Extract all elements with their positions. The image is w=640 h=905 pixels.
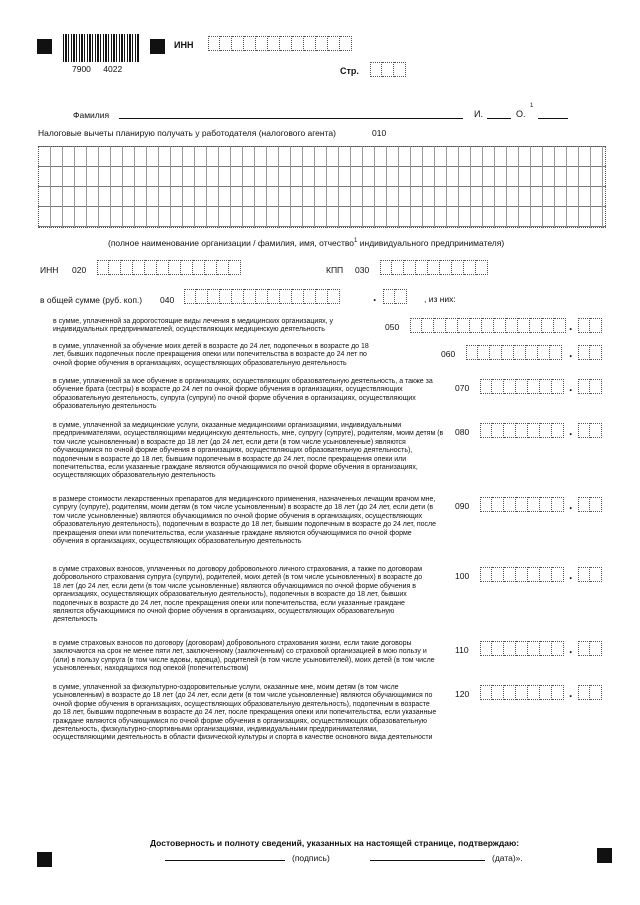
total-sum-rubles-field[interactable] — [184, 289, 340, 304]
org-caption-mark: 1 — [354, 238, 358, 245]
deductions-heading: Налоговые вычеты планирую получать у работодателя (налогового агента) — [38, 128, 336, 138]
deduction-item-kopecks-field[interactable] — [578, 318, 602, 333]
org-kpp-code: 030 — [355, 265, 370, 275]
deduction-item-decimal-point: . — [569, 346, 573, 360]
initial-i-label: И. — [474, 109, 483, 119]
deduction-item-text: в сумме, уплаченной за медицинские услуги, оказанные медицинскими организациями, индивидуальными предпринимателями, осуществляющими медицинскую деятельность, мне, супругу (супруге), родителям, моим детям (в том числе усыновленным) в возрасте до 18 лет (до 24 лет, если дети (в том числе усыновленные) являются обучающимися по очной форме обучения в организациях, осуществляющих образовательную деятельность), подопечным в возрасте до 18 лет, бывшим подопечным в возрасте до 24 лет, после прекращения опеки или попечительства, если указанные граждане являются обучающимися по очной форме обучения в организациях, осуществляющих образовательную деятельность — [53, 422, 444, 480]
deduction-item-rubles-field[interactable] — [410, 318, 566, 333]
deduction-item-kopecks-field[interactable] — [578, 345, 602, 360]
deduction-item — [53, 566, 613, 634]
header-inn-label: ИНН — [174, 40, 194, 50]
deduction-item — [53, 640, 613, 680]
header-inn-field[interactable] — [208, 36, 352, 51]
deduction-item-text: в сумме, уплаченной за обучение моих детей в возрасте до 24 лет, подопечных в возрасте до 18 лет, бывших подопечных после прекращения опеки или попечительства в возрасте до 24 лет по очной форме обучения в организациях, осуществляющих образовательную деятельность — [53, 343, 369, 367]
deduction-item-code: 070 — [455, 383, 470, 393]
deduction-item — [53, 496, 613, 564]
deduction-item-decimal-point: . — [569, 498, 573, 512]
page-label: Стр. — [340, 66, 359, 76]
date-label: (дата)». — [492, 853, 523, 863]
deduction-item-kopecks-field[interactable] — [578, 379, 602, 394]
org-caption-end: индивидуального предпринимателя) — [359, 238, 505, 248]
deduction-item-code: 060 — [441, 349, 456, 359]
initial-o-label: О. — [516, 109, 526, 119]
barcode — [63, 34, 139, 62]
deduction-item-text: в сумме, уплаченной за физкультурно-оздоровительные услуги, оказанные мне, моим детям (в том числе усыновленным) в возрасте до 18 лет (до 24 лет, если дети (в том числе усыновленные) являются обучающимися по очной форме обучения в организациях, осуществляющих образовательную деятельность), подопечным в возрасте до 18 лет, бывшим подопечным в возрасте до 24 лет, после прекращения опеки или попечительства, если указанные граждане являются обучающимися по очной форме обучения в организациях, осуществляющих образовательную деятельность, физкультурно-спортивными организациями, индивидуальными предпринимателями, осуществляющими деятельность в области физической культуры и спорта в качестве основного вида деятельности — [53, 684, 437, 742]
deduction-item — [53, 422, 613, 490]
total-sum-decimal-point: . — [373, 290, 377, 304]
deduction-item-code: 100 — [455, 571, 470, 581]
confirm-text: Достоверность и полноту сведений, указанных на настоящей странице, подтверждаю: — [150, 838, 520, 848]
deduction-item-decimal-point: . — [569, 424, 573, 438]
org-caption-text: (полное наименование организации / фамилия, имя, отчество — [108, 238, 355, 248]
deduction-item-decimal-point: . — [569, 319, 573, 333]
deductions-heading-code: 010 — [372, 128, 387, 138]
signature-field[interactable] — [165, 852, 285, 861]
deduction-item-kopecks-field[interactable] — [578, 497, 602, 512]
org-inn-code: 020 — [72, 265, 87, 275]
deduction-item-text: в сумме страховых взносов, уплаченных по договору добровольного личного страхования, а также по договорам добровольного страхования супруга (супруги), родителей, моих детей (в том числе усыновленных) в возрасте до 18 лет (до 24 лет, если дети (в том числе усыновленные) являются обучающимися по очной форме обучения в организациях, осуществляющих образовательную деятельность), подопечных в возрасте до 18 лет, бывших подопечных в возрасте до 24 лет, после прекращения опеки или попечительства, если указанные граждане являются обучающимися по очной форме обучения в организациях, осуществляющих образовательную деятельность — [53, 566, 423, 624]
surname-field[interactable] — [119, 108, 463, 119]
signature-label: (подпись) — [292, 853, 330, 863]
deduction-item-text: в сумме, уплаченной за дорогостоящие виды лечения в медицинских организациях, у индивидуальных предпринимателей, осуществляющих медицинскую деятельность — [53, 318, 334, 334]
deduction-item-decimal-point: . — [569, 642, 573, 656]
org-caption — [108, 238, 504, 248]
deduction-item-kopecks-field[interactable] — [578, 567, 602, 582]
deduction-item-decimal-point: . — [569, 686, 573, 700]
total-sum-label: в общей сумме (руб. коп.) — [40, 295, 143, 305]
corner-marker-bottom-right — [597, 848, 612, 863]
total-sum-kopecks-field[interactable] — [383, 289, 407, 304]
deduction-item-decimal-point: . — [569, 568, 573, 582]
page-number-field[interactable] — [370, 62, 406, 77]
deduction-item-kopecks-field[interactable] — [578, 641, 602, 656]
deduction-item-text: в размере стоимости лекарственных препаратов для медицинского применения, назначенных лечащим врачом мне, супругу (супруге), родителям, моим детям (в том числе усыновленным) в возрасте до 18 лет (до 24 лет, если дети (в том числе усыновленные) являются обучающимися по очной форме обучения в организациях, осуществляющих образовательную деятельность), подопечным в возрасте до 18 лет, бывшим подопечным в возрасте до 24 лет, после прекращения опеки или попечительства, если указанные граждане являются обучающимися по очной форме обучения в организациях, осуществляющих образовательную деятельность — [53, 496, 437, 546]
footnote-mark: 1 — [530, 103, 534, 109]
deduction-item-text: в сумме страховых взносов по договору (договорам) добровольного страхования жизни, если такие договоры заключаются на срок не менее пяти лет, заключенному (заключенным) со страховой организацией в мою пользу и (или) в пользу супруга (в том числе вдовы, вдовца), родителей (в том числе усыновителей), моих детей (в том числе усыновленных, находящихся под опекой (попечительством) — [53, 640, 435, 673]
surname-label: Фамилия — [73, 110, 110, 120]
deduction-item — [53, 318, 613, 342]
deduction-item-rubles-field[interactable] — [480, 685, 564, 700]
deduction-item — [53, 378, 613, 418]
deduction-item-code: 120 — [455, 689, 470, 699]
deduction-item-decimal-point: . — [569, 380, 573, 394]
barcode-number: 7900 4022 — [72, 64, 123, 74]
org-kpp-field[interactable] — [380, 260, 488, 275]
deduction-item-code: 080 — [455, 427, 470, 437]
corner-marker-top-left — [37, 39, 52, 54]
corner-marker-top-mid — [150, 39, 165, 54]
of-them-label: , из них: — [424, 294, 456, 304]
total-sum-code: 040 — [160, 295, 175, 305]
deduction-item-code: 050 — [385, 322, 400, 332]
initial-i-field[interactable] — [487, 108, 511, 119]
deduction-item-rubles-field[interactable] — [480, 567, 564, 582]
deduction-item-rubles-field[interactable] — [480, 423, 564, 438]
date-field[interactable] — [370, 852, 485, 861]
deduction-item-rubles-field[interactable] — [480, 497, 564, 512]
deduction-item — [53, 684, 613, 764]
deduction-item — [53, 343, 613, 375]
initial-o-field[interactable] — [538, 108, 568, 119]
deduction-item-rubles-field[interactable] — [466, 345, 562, 360]
corner-marker-bottom-left — [37, 852, 52, 867]
org-name-grid[interactable] — [38, 146, 606, 228]
deduction-item-text: в сумме, уплаченной за мое обучение в организациях, осуществляющих образовательную деятельность, а также за обучение брата (сестры) в возрасте до 24 лет по очной форме обучения в организациях, осуществляющих образовательную деятельность, супруга (супруги) по очной форме обучения в организациях, осуществляющих образовательную деятельность — [53, 378, 433, 411]
deduction-item-kopecks-field[interactable] — [578, 423, 602, 438]
deduction-item-code: 110 — [455, 645, 469, 655]
org-kpp-label: КПП — [326, 265, 344, 275]
deduction-item-kopecks-field[interactable] — [578, 685, 602, 700]
deduction-item-code: 090 — [455, 501, 470, 511]
org-inn-field[interactable] — [97, 260, 241, 275]
deduction-item-rubles-field[interactable] — [480, 641, 564, 656]
org-inn-label: ИНН — [40, 265, 59, 275]
deduction-item-rubles-field[interactable] — [480, 379, 564, 394]
